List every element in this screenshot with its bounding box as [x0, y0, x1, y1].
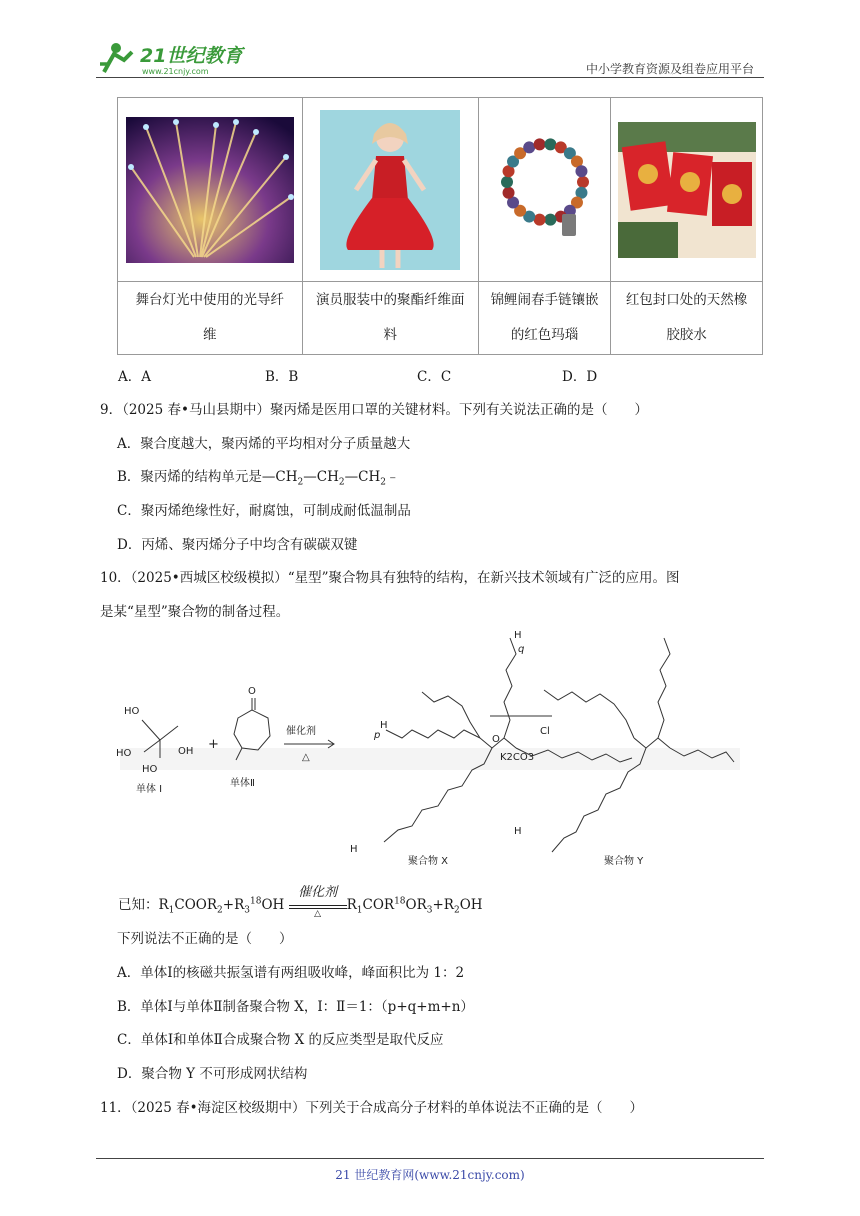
svg-text:HO: HO: [116, 748, 132, 759]
svg-text:单体 I: 单体 I: [136, 784, 163, 795]
bead: [533, 138, 545, 150]
reaction-scheme: [112, 630, 752, 874]
footer-rule: [96, 1158, 764, 1159]
header-platform-text: 中小学教育资源及组卷应用平台: [585, 62, 754, 76]
svg-text:p: p: [374, 730, 381, 741]
q9-option-d[interactable]: D．丙烯、聚丙烯分子中均含有碳碳双键: [117, 537, 358, 553]
bead: [502, 186, 514, 198]
q8-option-c[interactable]: C．C: [417, 369, 452, 385]
header-rule: [96, 77, 764, 78]
q8-option-b[interactable]: B．B: [265, 369, 299, 385]
svg-text:O: O: [248, 686, 256, 697]
red-envelope-photo: [611, 98, 763, 282]
q10-option-b[interactable]: B．单体Ⅰ与单体Ⅱ制备聚合物 X，Ⅰ：Ⅱ＝1：（p+q+m+n）: [117, 999, 474, 1015]
caption-d: 红包封口处的天然橡 胶胶水: [611, 282, 763, 355]
bead: [544, 213, 556, 225]
svg-text:H: H: [514, 826, 522, 837]
footer-link[interactable]: 21 世纪教育网(www.21cnjy.com): [335, 1168, 525, 1182]
bead: [523, 141, 535, 153]
red-dress-photo: [302, 98, 478, 282]
agate-bracelet-photo: [478, 98, 610, 282]
svg-text:单体Ⅱ: 单体Ⅱ: [230, 778, 255, 789]
q9-option-c[interactable]: C．聚丙烯绝缘性好，耐腐蚀，可制成耐低温制品: [117, 503, 411, 519]
svg-text:H: H: [350, 844, 358, 855]
svg-text:催化剂: 催化剂: [286, 726, 316, 737]
q10-option-d[interactable]: D．聚合物 Y 不可形成网状结构: [117, 1066, 308, 1082]
caption-a: 舞台灯光中使用的光导纤 维: [118, 282, 303, 355]
q10-option-c[interactable]: C．单体Ⅰ和单体Ⅱ合成聚合物 X 的反应类型是取代反应: [117, 1032, 444, 1048]
bead: [575, 165, 587, 177]
bead: [577, 176, 589, 188]
svg-text:聚合物 Y: 聚合物 Y: [604, 856, 644, 867]
bead: [533, 213, 545, 225]
svg-text:H: H: [380, 720, 388, 731]
svg-text:H: H: [514, 630, 522, 641]
known-cond-top: 催化剂: [298, 884, 338, 900]
site-logo: [96, 38, 256, 78]
q8-option-d[interactable]: D．D: [562, 369, 598, 385]
caption-c: 锦鲤闹春手链镶嵌 的红色玛瑙: [478, 282, 610, 355]
known-cond-bot: △: [314, 908, 322, 919]
logo-text: 21世纪教育: [140, 45, 243, 67]
q9-stem: 9．（2025 春•马山县期中）聚丙烯是医用口罩的关键材料。下列有关说法正确的是（ ）: [100, 402, 648, 418]
q10-stem-line2: 是某“星型”聚合物的制备过程。: [100, 604, 290, 620]
svg-text:+: +: [208, 737, 219, 752]
svg-text:K2CO3: K2CO3: [500, 752, 535, 763]
q8-image-table: [117, 97, 763, 355]
svg-text:Cl: Cl: [540, 726, 550, 737]
bead: [501, 176, 513, 188]
svg-text:O: O: [492, 734, 500, 745]
q10-ask: 下列说法不正确的是（ ）: [117, 931, 293, 947]
caption-b: 演员服装中的聚酯纤维面 料: [302, 282, 478, 355]
svg-text:OH: OH: [178, 746, 194, 757]
optical-fiber-photo: [118, 98, 303, 282]
q9-option-b[interactable]: B．聚丙烯的结构单元是$—CH_2—CH_2—CH_2﹣$: [117, 469, 400, 488]
q9-option-a[interactable]: A．聚合度越大，聚丙烯的平均相对分子质量越大: [117, 436, 411, 452]
svg-text:△: △: [302, 752, 310, 763]
svg-text:q: q: [518, 644, 525, 655]
q8-option-a[interactable]: A．A: [118, 369, 151, 385]
q10-stem-line1: 10．（2025•西城区校级模拟）“星型”聚合物具有独特的结构，在新兴技术领域有广泛的应用。图: [100, 570, 680, 586]
svg-text:HO: HO: [124, 706, 140, 717]
bead: [544, 138, 556, 150]
q10-option-a[interactable]: A．单体Ⅰ的核磁共振氢谱有两组吸收峰，峰面积比为 1：2: [117, 965, 465, 981]
svg-text:聚合物 X: 聚合物 X: [408, 856, 449, 867]
q11-stem: 11．（2025 春•海淀区校级期中）下列关于合成高分子材料的单体说法不正确的是（ ）: [100, 1100, 644, 1116]
logo-url: www.21cnjy.com: [142, 67, 209, 76]
known-equation: 已知：$R_1COOR_2+R_3^{18}OH$ 催化剂 △ $R_1COR^{18}OR_3+R_2OH$: [118, 893, 483, 916]
svg-text:HO: HO: [142, 764, 158, 775]
